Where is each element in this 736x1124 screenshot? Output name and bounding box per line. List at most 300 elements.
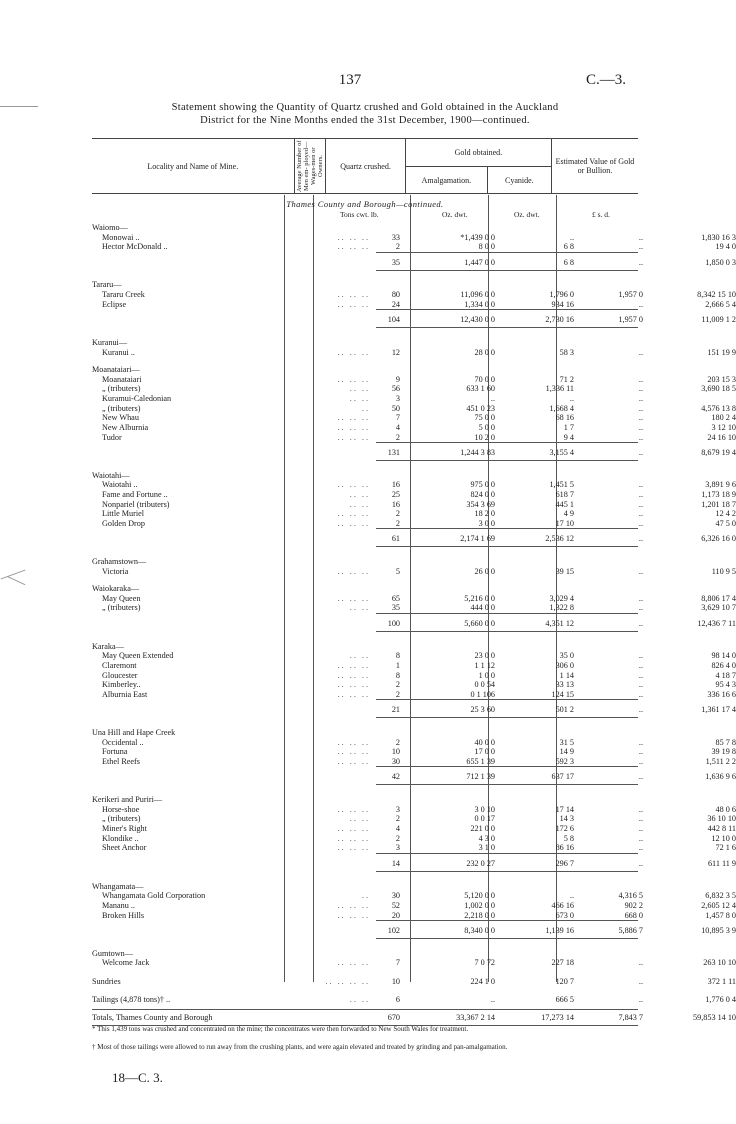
subtotal-rule: [376, 309, 638, 310]
estimated-value: 6,326 16 0: [701, 534, 736, 543]
estimated-value: 11,009 1 2: [701, 315, 736, 324]
gold-amalgamation: 306 0: [555, 661, 574, 670]
mine-name: Fame and Fortune ..: [102, 490, 168, 499]
mine-name: Waiokaraka—: [92, 584, 140, 593]
gold-amalgamation: 14 3: [559, 814, 574, 823]
estimated-value: 2,605 12 4: [701, 901, 736, 910]
column-headers: [92, 138, 638, 194]
quartz-crushed: 3 0 0: [478, 519, 495, 528]
gold-cyanide: ..: [638, 448, 643, 457]
quartz-crushed: 221 0 0: [470, 824, 495, 833]
subtotal-rule: [376, 920, 638, 921]
header-gold: Gold obtained.: [405, 139, 551, 167]
leader-dots: .. ..: [349, 490, 370, 499]
gold-amalgamation: 6 8: [563, 242, 574, 251]
quartz-crushed: 17 0 0: [474, 747, 495, 756]
mine-name: Miner's Right: [102, 824, 147, 833]
gold-amalgamation: 934 16: [551, 300, 574, 309]
gold-cyanide: ..: [638, 834, 643, 843]
quartz-crushed: 23 0 0: [474, 651, 495, 660]
subtotal-rule: [376, 327, 638, 328]
quartz-crushed: 3 1 0: [478, 843, 495, 852]
men-employed: 2: [395, 519, 400, 528]
subtotal-rule: [376, 546, 638, 547]
subtotal-rule: [376, 252, 638, 253]
mine-name: New Whau: [102, 413, 139, 422]
quartz-crushed: 12,430 0 0: [460, 315, 495, 324]
leader-dots: .. .. ..: [337, 348, 370, 357]
table-row: [92, 994, 736, 1005]
title-line-1: Statement showing the Quantity of Quartz crushed and Gold obtained in the Auckland: [171, 102, 559, 113]
estimated-value: 8,342 15 10: [697, 290, 736, 299]
footnote-2: † Most of those tailings were allowed to run away from the crushing plants, and were again elevated and treated by grinding and pan-amalgamation.: [92, 1043, 508, 1051]
mine-name: Occidental ..: [102, 738, 144, 747]
mine-name: Little Muriel: [102, 509, 145, 518]
page-number: 137: [338, 72, 362, 88]
men-employed: 7: [395, 413, 400, 422]
men-employed: 5: [395, 567, 400, 576]
mine-name: Broken Hills: [102, 911, 145, 920]
gold-cyanide: ..: [638, 480, 643, 489]
gold-amalgamation: 14 9: [559, 747, 574, 756]
leader-dots: .. ..: [349, 995, 370, 1004]
gold-amalgamation: 4,351 12: [545, 619, 574, 628]
estimated-value: 1,511 2 2: [705, 757, 736, 766]
mine-name: Welcome Jack: [102, 958, 150, 967]
estimated-value: 6,832 3 5: [705, 891, 736, 900]
mine-name: „ (tributers): [102, 404, 141, 413]
leader-dots: .. .. ..: [337, 805, 370, 814]
estimated-value: 85 7 8: [715, 738, 736, 747]
mine-name: „ (tributers): [102, 814, 141, 823]
mine-name: Sheet Anchor: [102, 843, 147, 852]
leader-dots: .. .. ..: [337, 747, 370, 756]
men-employed: 10: [391, 747, 400, 756]
men-employed: 35: [391, 603, 400, 612]
mine-name: New Alburnia: [102, 423, 149, 432]
estimated-value: 8,679 19 4: [701, 448, 736, 457]
subtotal-rule: [376, 699, 638, 700]
estimated-value: 12,436 7 11: [697, 619, 736, 628]
gold-cyanide: ..: [638, 300, 643, 309]
subtotal-rule: [376, 871, 638, 872]
quartz-crushed: 5,216 0 0: [464, 594, 495, 603]
quartz-crushed: 0 0 54: [474, 680, 495, 689]
title-line-2: District for the Nine Months ended the 31st December, 1900—continued.: [200, 115, 530, 126]
mine-name: Waiomo—: [92, 223, 128, 232]
quartz-crushed: 18 2 0: [474, 509, 495, 518]
gold-cyanide: ..: [638, 233, 643, 242]
mine-name: Sundries: [92, 977, 121, 986]
gold-amalgamation: 5 8: [563, 834, 574, 843]
gold-cyanide: 1,957 0: [618, 315, 643, 324]
quartz-crushed: 2,174 1 69: [460, 534, 495, 543]
subtotal-rule: [376, 631, 638, 632]
men-employed: 16: [391, 500, 400, 509]
mine-name: Waiotahi—: [92, 471, 130, 480]
gold-cyanide: 5,886 7: [618, 926, 643, 935]
gold-amalgamation: 1,796 0: [549, 290, 574, 299]
mine-name: Golden Drop: [102, 519, 145, 528]
mine-name: Nonpariel (tributers): [102, 500, 170, 509]
gold-cyanide: ..: [638, 705, 643, 714]
subtotal-row: [92, 858, 736, 869]
quartz-crushed: 3 0 10: [474, 805, 495, 814]
men-employed: 131: [387, 448, 400, 457]
men-employed: 3: [395, 805, 400, 814]
quartz-crushed: 232 0 27: [466, 859, 495, 868]
gold-amalgamation: 1 14: [559, 671, 574, 680]
mine-name: Fortuna: [102, 747, 128, 756]
men-employed: 12: [391, 348, 400, 357]
gold-amalgamation: 1,668 4: [549, 404, 574, 413]
mine-name: Monowai ..: [102, 233, 140, 242]
leader-dots: .. .. .. ..: [325, 977, 370, 986]
estimated-value: 3,891 9 6: [705, 480, 736, 489]
men-employed: 2: [395, 242, 400, 251]
quartz-crushed: 1,244 3 83: [460, 448, 495, 457]
men-employed: 50: [391, 404, 400, 413]
estimated-value: 110 9 5: [711, 567, 736, 576]
quartz-crushed: 33,367 2 14: [456, 1013, 495, 1022]
leader-dots: .. .. ..: [337, 290, 370, 299]
men-employed: 2: [395, 814, 400, 823]
men-employed: 56: [391, 384, 400, 393]
quartz-crushed: 0 1 106: [470, 690, 495, 699]
gold-cyanide: ..: [638, 619, 643, 628]
estimated-value: 3,690 18 5: [701, 384, 736, 393]
gold-amalgamation: 445 1: [555, 500, 574, 509]
mine-name: Tararu Creek: [102, 290, 145, 299]
leader-dots: .. ..: [349, 500, 370, 509]
men-employed: 8: [395, 671, 400, 680]
subtotal-rule: [376, 784, 638, 785]
leader-dots: .. .. ..: [337, 433, 370, 442]
men-employed: 2: [395, 433, 400, 442]
quartz-crushed: 1 1 12: [474, 661, 495, 670]
subtotal-row: [92, 704, 736, 715]
quartz-crushed: 1,447 0 0: [464, 258, 495, 267]
mine-name: May Queen: [102, 594, 141, 603]
gold-amalgamation: 666 5: [555, 995, 574, 1004]
quartz-crushed: 633 1 60: [466, 384, 495, 393]
men-employed: 52: [391, 901, 400, 910]
estimated-value: 39 19 8: [711, 747, 736, 756]
men-employed: 42: [391, 772, 400, 781]
mine-name: Victoria: [102, 567, 129, 576]
gold-amalgamation: 172 6: [555, 824, 574, 833]
mine-name: Kuranui—: [92, 338, 128, 347]
estimated-value: 1,776 0 4: [705, 995, 736, 1004]
gold-amalgamation: ..: [569, 891, 574, 900]
quartz-crushed: 5,660 0 0: [464, 619, 495, 628]
gold-cyanide: ..: [638, 519, 643, 528]
leader-dots: .. .. ..: [337, 375, 370, 384]
leader-dots: .. .. ..: [337, 757, 370, 766]
gold-amalgamation: 71 2: [559, 375, 574, 384]
header-value: Estimated Value of Gold or Bullion.: [551, 139, 638, 194]
units-quartz: Tons cwt. lb.: [340, 210, 379, 219]
header-amalgamation: Amalgamation.: [405, 167, 487, 194]
estimated-value: 10,895 3 9: [701, 926, 736, 935]
gold-amalgamation: 592 3: [555, 757, 574, 766]
leader-dots: ..: [361, 404, 370, 413]
gold-amalgamation: 1,139 16: [545, 926, 574, 935]
quartz-crushed: 40 0 0: [474, 738, 495, 747]
men-employed: 4: [395, 423, 400, 432]
mine-name: Totals, Thames County and Borough: [92, 1013, 213, 1022]
leader-dots: .. .. ..: [337, 958, 370, 967]
subtotal-row: [92, 533, 736, 544]
gold-amalgamation: 68 16: [555, 413, 574, 422]
mine-name: Kuramui-Caledonian: [102, 394, 172, 403]
leader-dots: .. .. ..: [337, 567, 370, 576]
gold-amalgamation: 227 18: [551, 958, 574, 967]
quartz-crushed: 451 0 23: [466, 404, 495, 413]
men-employed: 2: [395, 680, 400, 689]
men-employed: 24: [391, 300, 400, 309]
estimated-value: 1,830 16 3: [701, 233, 736, 242]
gold-amalgamation: 1 7: [563, 423, 574, 432]
gold-cyanide: ..: [638, 603, 643, 612]
gold-cyanide: ..: [638, 995, 643, 1004]
quartz-crushed: 4 3 0: [478, 834, 495, 843]
men-employed: 21: [391, 705, 400, 714]
subtotal-row: [92, 257, 736, 268]
quartz-crushed: 712 1 39: [466, 772, 495, 781]
gold-amalgamation: 86 16: [555, 843, 574, 852]
men-employed: 3: [395, 843, 400, 852]
estimated-value: 19 4 0: [715, 242, 736, 251]
leader-dots: .. ..: [349, 394, 370, 403]
mine-name: Tararu—: [92, 280, 122, 289]
subtotal-rule: [376, 853, 638, 854]
quartz-crushed: 5 0 0: [478, 423, 495, 432]
quartz-crushed: *1,439 0 0: [460, 233, 495, 242]
gold-cyanide: ..: [638, 534, 643, 543]
men-employed: 2: [395, 690, 400, 699]
gold-cyanide: ..: [638, 757, 643, 766]
quartz-crushed: 25 3 60: [470, 705, 495, 714]
mine-name: Hector McDonald ..: [102, 242, 168, 251]
subtotal-rule: [376, 270, 638, 271]
quartz-crushed: 5,120 0 0: [464, 891, 495, 900]
men-employed: 104: [387, 315, 400, 324]
gold-amalgamation: 33 13: [555, 680, 574, 689]
estimated-value: 372 1 11: [707, 977, 736, 986]
quartz-crushed: 824 0 0: [470, 490, 495, 499]
men-employed: 16: [391, 480, 400, 489]
gold-cyanide: ..: [638, 490, 643, 499]
mine-name: Kuranui ..: [102, 348, 135, 357]
mine-name: „ (tributers): [102, 603, 141, 612]
gold-cyanide: ..: [638, 843, 643, 852]
estimated-value: 180 2 4: [711, 413, 736, 422]
estimated-value: 24 16 10: [707, 433, 736, 442]
leader-dots: .. .. ..: [337, 233, 370, 242]
estimated-value: 98 14 0: [711, 651, 736, 660]
gold-cyanide: ..: [638, 680, 643, 689]
quartz-crushed: ..: [490, 995, 495, 1004]
subtotal-rule: [376, 460, 638, 461]
gold-cyanide: 4,316 5: [618, 891, 643, 900]
mine-name: Whangamata—: [92, 882, 144, 891]
gold-cyanide: ..: [638, 661, 643, 670]
footnote-1: * This 1,439 tons was crushed and concentrated on the mine; the concentrates were then forwarded to New South Wales for treatment.: [92, 1025, 469, 1033]
gold-cyanide: ..: [638, 738, 643, 747]
estimated-value: 442 8 11: [707, 824, 736, 833]
men-employed: 7: [395, 958, 400, 967]
quartz-crushed: 1 0 0: [478, 671, 495, 680]
estimated-value: 826 4 0: [711, 661, 736, 670]
quartz-crushed: 70 0 0: [474, 375, 495, 384]
gold-cyanide: ..: [638, 747, 643, 756]
gold-cyanide: ..: [638, 805, 643, 814]
quartz-crushed: 975 0 0: [470, 480, 495, 489]
quartz-crushed: 1,002 0 0: [464, 901, 495, 910]
gold-amalgamation: 637 17: [551, 772, 574, 781]
quartz-crushed: 8 0 0: [478, 242, 495, 251]
leader-dots: .. .. ..: [337, 480, 370, 489]
gold-cyanide: 7,843 7: [618, 1013, 643, 1022]
estimated-value: 1,457 8 0: [705, 911, 736, 920]
quartz-crushed: 655 1 39: [466, 757, 495, 766]
leader-dots: .. ..: [349, 651, 370, 660]
units-value: £ s. d.: [592, 210, 610, 219]
gold-cyanide: ..: [638, 977, 643, 986]
leader-dots: .. .. ..: [337, 690, 370, 699]
document-reference: C.—3.: [585, 72, 626, 88]
leader-dots: .. .. ..: [337, 911, 370, 920]
subtotal-rule: [376, 442, 638, 443]
gold-cyanide: ..: [638, 958, 643, 967]
mine-name: Gumtown—: [92, 949, 133, 958]
quartz-crushed: 26 0 0: [474, 567, 495, 576]
gold-amalgamation: 466 16: [551, 901, 574, 910]
men-employed: 4: [395, 824, 400, 833]
estimated-value: 12 4 2: [715, 509, 736, 518]
men-employed: 2: [395, 834, 400, 843]
mine-name: Grahamstown—: [92, 557, 147, 566]
gold-amalgamation: 124 15: [551, 690, 574, 699]
estimated-value: 4 18 7: [715, 671, 736, 680]
table-row: [92, 241, 736, 252]
quartz-crushed: 28 0 0: [474, 348, 495, 357]
quartz-crushed: 444 0 0: [470, 603, 495, 612]
statement-title: [80, 101, 650, 127]
mine-name: Una Hill and Hape Creek: [92, 728, 176, 737]
gold-amalgamation: 2,536 12: [545, 534, 574, 543]
mine-name: Whangamata Gold Corporation: [102, 891, 206, 900]
gold-cyanide: 1,957 0: [618, 290, 643, 299]
men-employed: 33: [391, 233, 400, 242]
leader-dots: .. ..: [349, 814, 370, 823]
estimated-value: 1,850 0 3: [705, 258, 736, 267]
mine-name: Tailings (4,878 tons)† ..: [92, 995, 171, 1004]
quartz-crushed: 1,334 0 0: [464, 300, 495, 309]
leader-dots: .. .. ..: [337, 242, 370, 251]
quartz-crushed: 10 2 0: [474, 433, 495, 442]
table-row: [92, 842, 736, 853]
men-employed: 30: [391, 757, 400, 766]
table-row: [92, 957, 736, 968]
mine-name: Claremont: [102, 661, 137, 670]
leader-dots: .. .. ..: [337, 423, 370, 432]
estimated-value: 12 10 0: [711, 834, 736, 843]
estimated-value: 203 15 3: [707, 375, 736, 384]
gold-amalgamation: 31 5: [559, 738, 574, 747]
estimated-value: 8,806 17 4: [701, 594, 736, 603]
gold-amalgamation: 17 14: [555, 805, 574, 814]
gold-amalgamation: 673 0: [555, 911, 574, 920]
estimated-value: 1,173 18 9: [701, 490, 736, 499]
header-cyanide: Cyanide.: [487, 167, 551, 194]
subtotal-row: [92, 447, 736, 458]
men-employed: 2: [395, 509, 400, 518]
men-employed: 9: [395, 375, 400, 384]
gold-amalgamation: ..: [569, 233, 574, 242]
mine-name: Mananu ..: [102, 901, 135, 910]
mine-name: Moanataiari—: [92, 365, 140, 374]
section-title: Thames County and Borough—continued.: [286, 199, 444, 209]
men-employed: 20: [391, 911, 400, 920]
men-employed: 25: [391, 490, 400, 499]
gold-amalgamation: 39 15: [555, 567, 574, 576]
men-employed: 35: [391, 258, 400, 267]
gold-amalgamation: 17,273 14: [541, 1013, 574, 1022]
estimated-value: 1,201 18 7: [701, 500, 736, 509]
gold-cyanide: ..: [638, 404, 643, 413]
gold-cyanide: ..: [638, 375, 643, 384]
mine-name: Alburnia East: [102, 690, 148, 699]
units-amalgamation: Oz. dwt.: [442, 210, 468, 219]
gold-cyanide: ..: [638, 394, 643, 403]
estimated-value: 3 12 10: [711, 423, 736, 432]
gold-amalgamation: 4 9: [563, 509, 574, 518]
quartz-crushed: 2,218 0 0: [464, 911, 495, 920]
mine-name: „ (tributers): [102, 384, 141, 393]
gold-amalgamation: 6 8: [563, 258, 574, 267]
header-quartz: Quartz crushed.: [326, 139, 406, 194]
gold-cyanide: ..: [638, 384, 643, 393]
estimated-value: 95 4 3: [715, 680, 736, 689]
margin-mark: [7, 576, 26, 585]
table-row: [92, 602, 736, 613]
mine-name: Moanataiari: [102, 375, 142, 384]
table-row: [92, 976, 736, 987]
subtotal-row: [92, 925, 736, 936]
gold-amalgamation: 296 7: [555, 859, 574, 868]
quartz-crushed: 7 0 72: [474, 958, 495, 967]
gold-amalgamation: 35 0: [559, 651, 574, 660]
gold-amalgamation: 1,322 8: [549, 603, 574, 612]
gold-cyanide: ..: [638, 413, 643, 422]
gold-cyanide: ..: [638, 824, 643, 833]
gold-cyanide: ..: [638, 433, 643, 442]
mine-name: Horse-shoe: [102, 805, 140, 814]
gold-cyanide: ..: [638, 509, 643, 518]
subtotal-row: [92, 771, 736, 782]
leader-dots: .. .. ..: [337, 519, 370, 528]
mine-name: Gloucester: [102, 671, 138, 680]
leader-dots: .. .. ..: [337, 413, 370, 422]
estimated-value: 336 16 6: [707, 690, 736, 699]
gold-cyanide: ..: [638, 500, 643, 509]
totals-rule: [92, 1009, 638, 1010]
men-employed: 3: [395, 394, 400, 403]
gold-amalgamation: 120 7: [555, 977, 574, 986]
subtotal-rule: [376, 766, 638, 767]
